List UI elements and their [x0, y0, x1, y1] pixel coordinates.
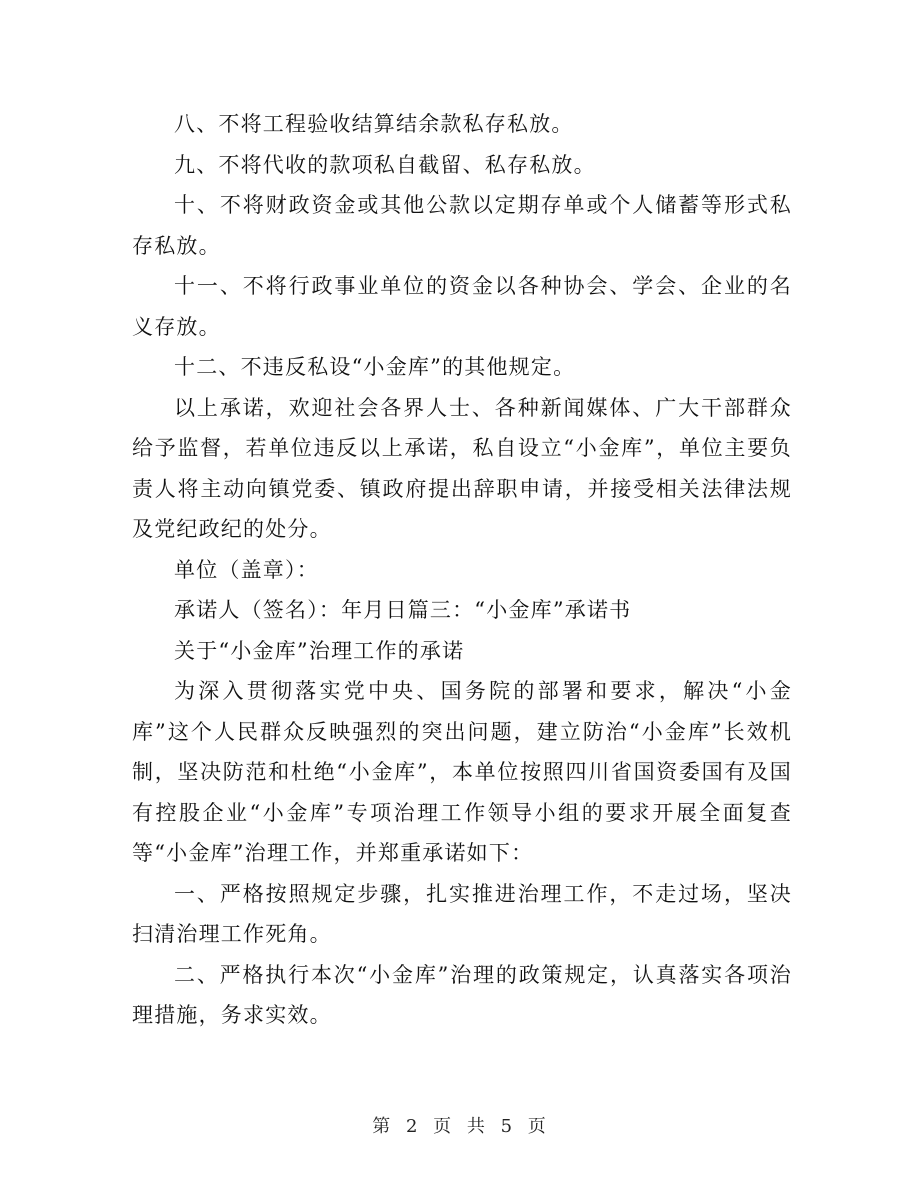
page-number-footer: 第 2 页 共 5 页	[372, 1116, 548, 1137]
document-body	[132, 104, 792, 1036]
unit-seal-line: 单位（盖章）：	[174, 557, 319, 582]
section-heading: 关于“小金库”治理工作的承诺	[174, 638, 465, 663]
commitment-item-1: 一、严格按照规定步骤，扎实推进治理工作，不走过场，坚决扫清治理工作死角。	[132, 881, 792, 946]
paragraph-item-12: 十二、不违反私设“小金库”的其他规定。	[174, 355, 576, 379]
signer-line: 承诺人（签名）：年月日篇三：“小金库”承诺书	[174, 598, 632, 622]
paragraph-item-9: 九、不将代收的款项私自截留、私存私放。	[174, 152, 596, 177]
commitment-statement: 以上承诺，欢迎社会各界人士、各种新闻媒体、广大干部群众给予监督，若单位违反以上承诺，私自设立“小金库”，单位主要负责人将主动向镇党委、镇政府提出辞职申请，并接受相关法律法规及党纪政纪的处分。	[132, 395, 792, 541]
commitment-item-2: 二、严格执行本次“小金库”治理的政策规定，认真落实各项治理措施，务求实效。	[132, 962, 792, 1027]
intro-paragraph: 为深入贯彻落实党中央、国务院的部署和要求，解决“小金库”这个人民群众反映强烈的突出问题，建立防治“小金库”长效机制，坚决防范和杜绝“小金库”，本单位按照四川省国资委国有及国有控股企业“小金库”专项治理工作领导小组的要求开展全面复查等“小金库”治理工作，并郑重承诺如下：	[132, 679, 792, 865]
paragraph-item-8: 八、不将工程验收结算结余款私存私放。	[174, 112, 574, 136]
paragraph-item-11: 十一、不将行政事业单位的资金以各种协会、学会、企业的名义存放。	[132, 274, 792, 339]
paragraph-item-10: 十、不将财政资金或其他公款以定期存单或个人储蓄等形式私存私放。	[132, 193, 792, 258]
